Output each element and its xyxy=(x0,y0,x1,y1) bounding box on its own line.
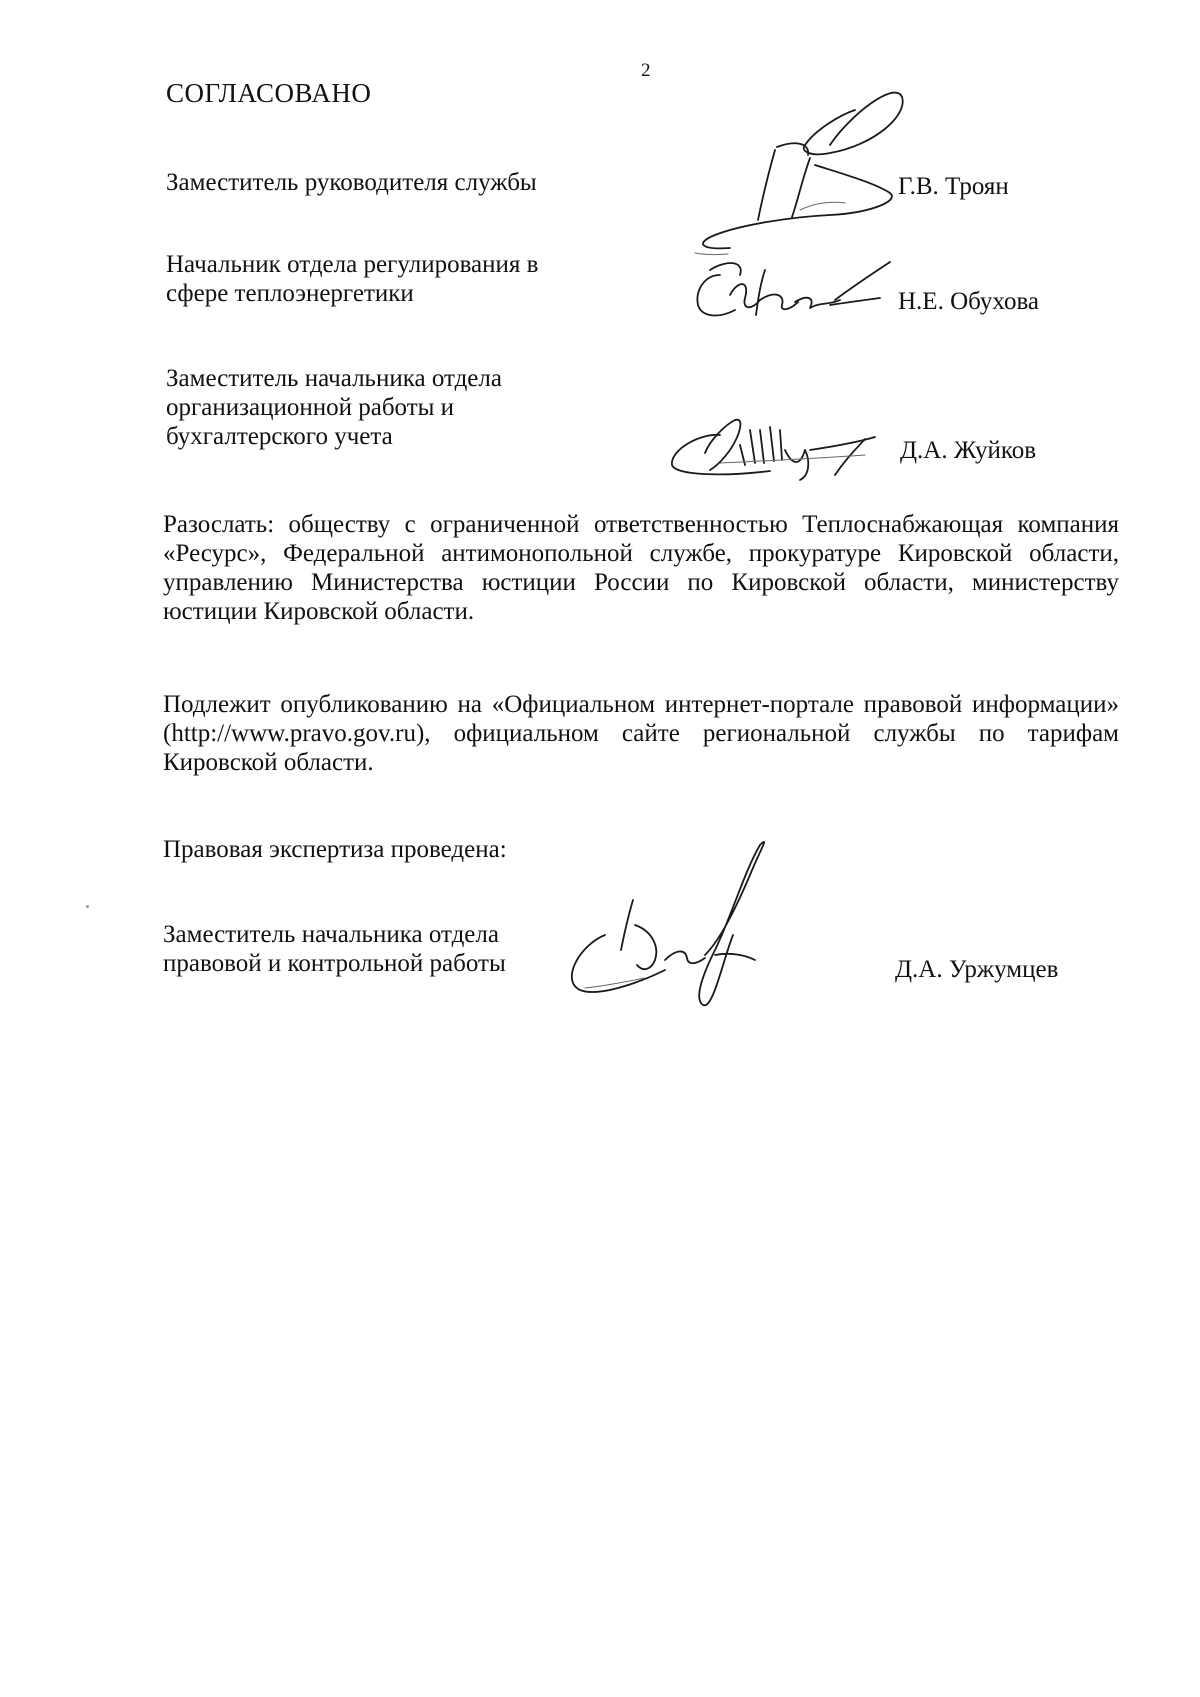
approval-name-obukhova: Н.Е. Обухова xyxy=(898,288,1040,315)
approval-heading: СОГЛАСОВАНО xyxy=(166,78,372,108)
distribution-paragraph: Разослать: обществу с ограниченной ответственностью Теплоснабжающая компания «Ресурс», Федеральной антимонопольной службе, прокуратуре Кировской области, управлению Министерства юстиции России по Кировской области, министерству юстиции Кировской области. xyxy=(163,511,1119,625)
approval-title-heat-dept-head: Начальник отдела регулирования в сфере теплоэнергетики xyxy=(166,251,539,307)
approval-name-troyan: Г.В. Троян xyxy=(898,173,1009,200)
approval-title-org-dept-deputy: Заместитель начальника отдела организационной работы и бухгалтерского учета xyxy=(166,365,502,450)
approval-name-zhuikov: Д.А. Жуйков xyxy=(900,437,1037,464)
approval-title-deputy-head: Заместитель руководителя службы xyxy=(166,169,537,196)
signature-zhuikov xyxy=(660,405,900,485)
legal-review-statement: Правовая экспертиза проведена: xyxy=(163,836,507,863)
legal-review-name-urzhumtsev: Д.А. Уржумцев xyxy=(895,956,1059,983)
signature-obukhova xyxy=(690,250,910,330)
legal-review-title: Заместитель начальника отдела правовой и контрольной работы xyxy=(163,921,506,977)
signature-urzhumtsev xyxy=(555,830,815,1020)
scan-speck xyxy=(86,905,89,908)
page-number: 2 xyxy=(641,60,651,81)
publication-paragraph: Подлежит опубликованию на «Официальном интернет-портале правовой информации» (http://www.pravo.gov.ru), официальном сайте региональной службы по тарифам Кировской области. xyxy=(163,691,1119,776)
